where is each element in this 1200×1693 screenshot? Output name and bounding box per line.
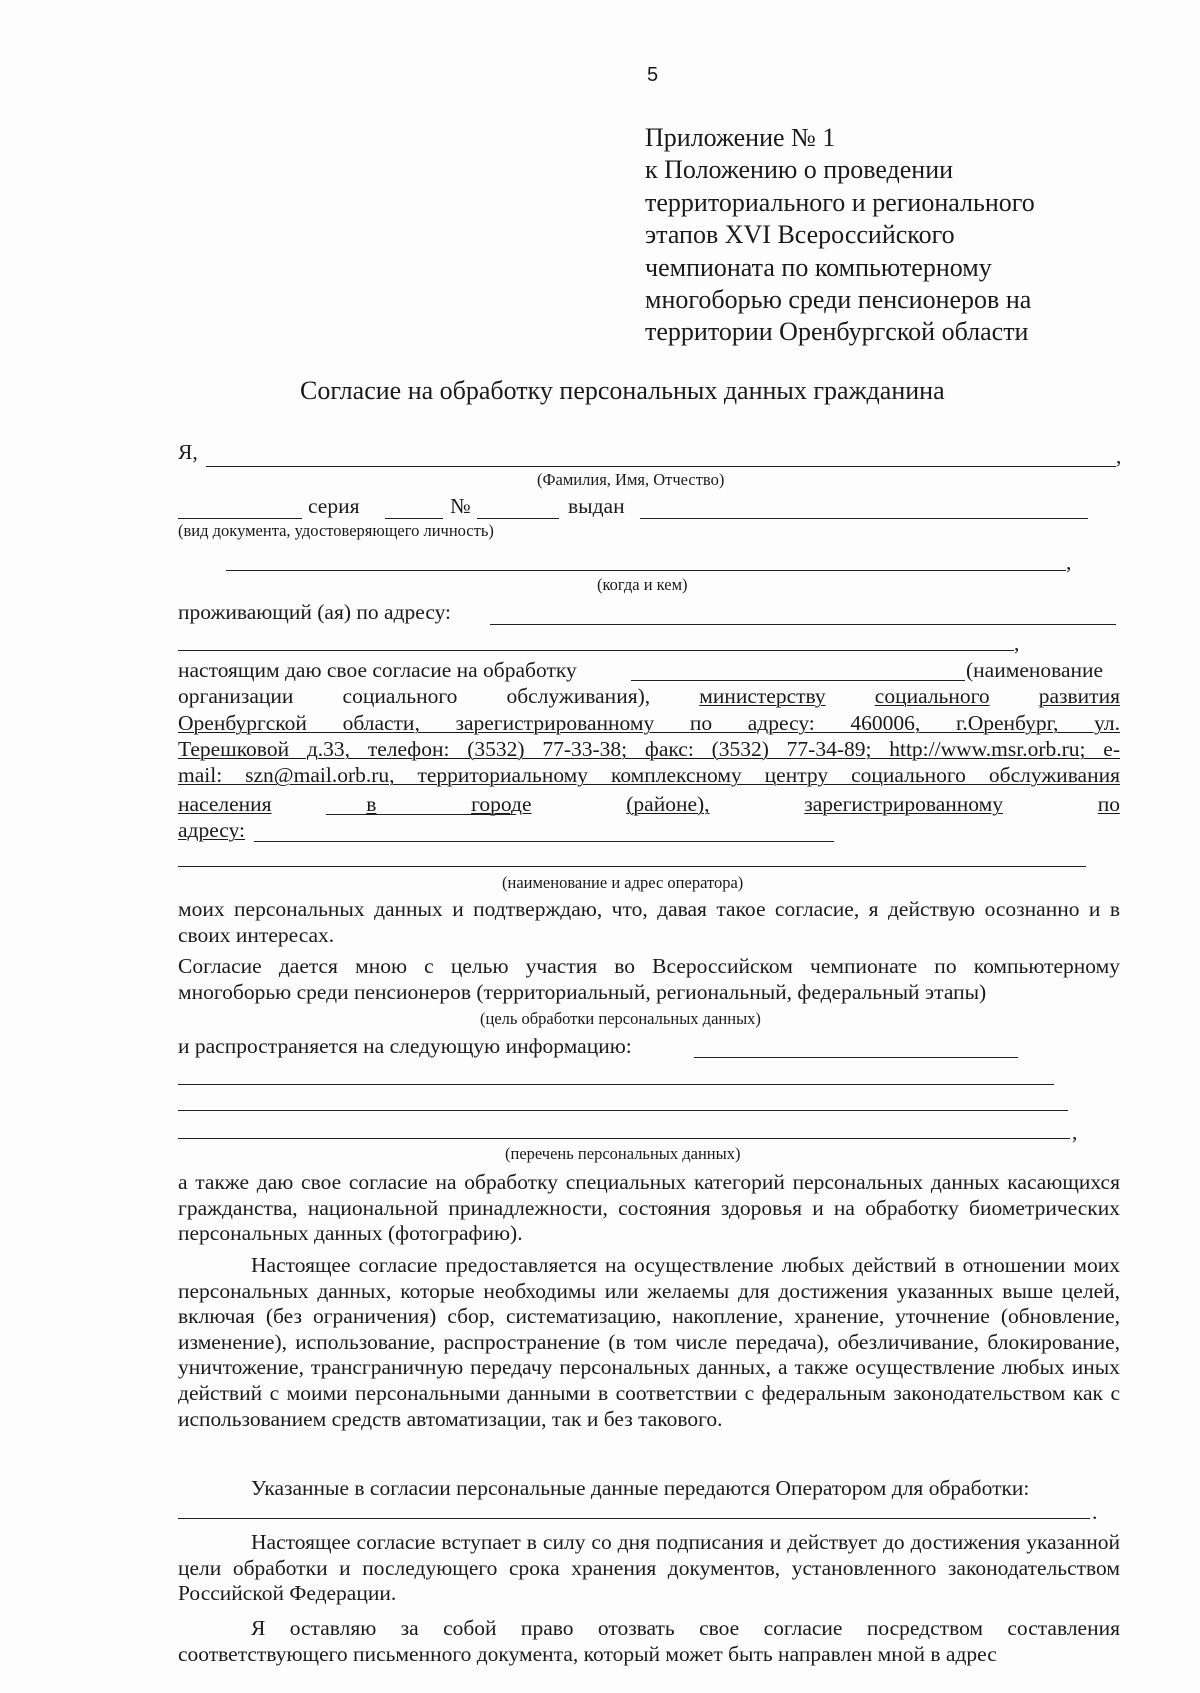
tereshkovoy-line: Терешковой д.33, телефон: (3532) 77-33-38; факс: (3532) 77-34-89; http://www.msr.orb.ru; e- xyxy=(178,737,1120,761)
info-field-2[interactable] xyxy=(178,1084,1054,1085)
doc-caption: (вид документа, удостоверяющего личность) xyxy=(178,521,494,540)
word: министерству xyxy=(699,684,826,708)
operator-caption: (наименование и адрес оператора) xyxy=(502,873,744,892)
personal-text: моих персональных данных и подтверждаю, что, давая такое согласие, я действую осознанно и в своих интересах. xyxy=(178,897,1120,947)
transfer-field[interactable] xyxy=(178,1518,1090,1519)
naimenovanie-label: (наименование xyxy=(966,658,1104,682)
word: организации xyxy=(178,684,294,708)
appendix-header xyxy=(645,122,1115,349)
city-field[interactable] xyxy=(326,814,516,815)
word: населения xyxy=(178,792,272,816)
appendix-line: к Положению о проведении xyxy=(645,155,954,185)
info-field-4[interactable] xyxy=(178,1138,1070,1139)
vydan-label: выдан xyxy=(568,494,625,518)
validity-text: Настоящее согласие вступает в силу со дня подписания и действует до достижения указанной цели обработки и последующего срока хранения документов, установленного законодательством Российской Федерации. xyxy=(178,1530,1120,1606)
operator-address-field-2[interactable] xyxy=(178,866,1086,867)
word: зарегистрированному xyxy=(804,792,1003,816)
period: . xyxy=(1092,1500,1098,1524)
comma: , xyxy=(1116,444,1122,468)
page-number: 5 xyxy=(647,64,659,86)
word: развития xyxy=(1038,684,1120,708)
appendix-line: территориального и регионального xyxy=(645,187,1035,217)
special-text: а также даю свое согласие на обработку специальных категорий персональных данных касающихся гражданства, национальной принадлежности, состояния здоровья и на обработку биометрических персональных данных (фотографию). xyxy=(178,1170,1120,1246)
comma: , xyxy=(1066,550,1072,574)
ya-label: Я, xyxy=(178,440,198,464)
fio-caption: (Фамилия, Имя, Отчество) xyxy=(537,470,725,489)
vydan-field[interactable] xyxy=(640,518,1088,519)
seriya-label: серия xyxy=(308,494,360,518)
email-line: mail: szn@mail.orb.ru, территориальному комплексному центру социального обслуживания xyxy=(178,763,1120,787)
appendix-line: многоборью среди пенсионеров на xyxy=(645,285,1032,315)
transfer-text: Указанные в согласии персональные данные передаются Оператором для обработки: xyxy=(251,1476,1030,1500)
naseleniya-row xyxy=(178,794,1120,816)
operator-address-field[interactable] xyxy=(254,841,834,842)
doc-type-field[interactable] xyxy=(178,518,302,519)
address-field[interactable] xyxy=(490,624,1116,625)
actions-text: Настоящее согласие предоставляется на осуществление любых действий в отношении моих персональных данных, которые необходимы или желаемы для достижения указанных выше целей, включая (без ограничения) сбор, систематизацию, накопление, хранение, уточнение (обновление, изменение), использование, распространение (в том числе передача), обезличивание, блокирование, уничтожение, трансграничную передачу персональных данных, а также осуществление любых иных действий с моими персональными данными в соответствии с федеральным законодательством как с использованием средств автоматизации, так и без такового. xyxy=(178,1253,1120,1431)
nomer-field[interactable] xyxy=(477,518,559,519)
orenburg-line: Оренбургской области, зарегистрированному по адресу: 460006, г.Оренбург, ул. xyxy=(178,711,1120,735)
word: социального xyxy=(342,684,458,708)
appendix-line: чемпионата по компьютерному xyxy=(645,252,992,282)
issued-by-field[interactable] xyxy=(226,570,1066,571)
list-caption: (перечень персональных данных) xyxy=(505,1144,741,1163)
consent-prefix: настоящим даю свое согласие на обработку xyxy=(178,658,577,682)
word: (районе), xyxy=(626,792,710,816)
seriya-field[interactable] xyxy=(385,518,443,519)
word: социального xyxy=(874,684,990,708)
comma: , xyxy=(1072,1120,1078,1144)
appendix-line: Приложение № 1 xyxy=(645,123,836,152)
purpose-caption: (цель обработки персональных данных) xyxy=(480,1009,761,1028)
purpose-text: Согласие дается мною с целью участия во Всероссийском чемпионате по компьютерному многоборью среди пенсионеров (территориальный, региональный, федеральный этапы) xyxy=(178,954,1120,1004)
nomer-label: № xyxy=(450,494,471,518)
appendix-line: территории Оренбургской области xyxy=(645,317,1029,347)
word: по xyxy=(1097,792,1120,816)
address-field-2[interactable] xyxy=(178,650,1014,651)
word: в xyxy=(366,792,377,816)
info-field[interactable] xyxy=(694,1057,1018,1058)
comma: , xyxy=(1014,631,1020,655)
fio-field[interactable] xyxy=(206,466,1116,467)
info-label: и распространяется на следующую информацию: xyxy=(178,1034,632,1058)
address-label: проживающий (ая) по адресу: xyxy=(178,600,452,624)
document-title: Согласие на обработку персональных данных гражданина xyxy=(300,376,945,405)
org-name-field[interactable] xyxy=(631,680,965,681)
appendix-line: этапов XVI Всероссийского xyxy=(645,220,955,250)
kogda-caption: (когда и кем) xyxy=(597,575,688,594)
adresu-label: адресу: xyxy=(178,818,246,842)
revoke-text: Я оставляю за собой право отозвать свое согласие посредством составления соответствующего письменного документа, который может быть направлен мной в адрес xyxy=(178,1616,1120,1666)
word: городе xyxy=(471,792,532,816)
word: обслуживания), xyxy=(506,684,651,708)
organization-row xyxy=(178,686,1120,708)
info-field-3[interactable] xyxy=(178,1110,1068,1111)
